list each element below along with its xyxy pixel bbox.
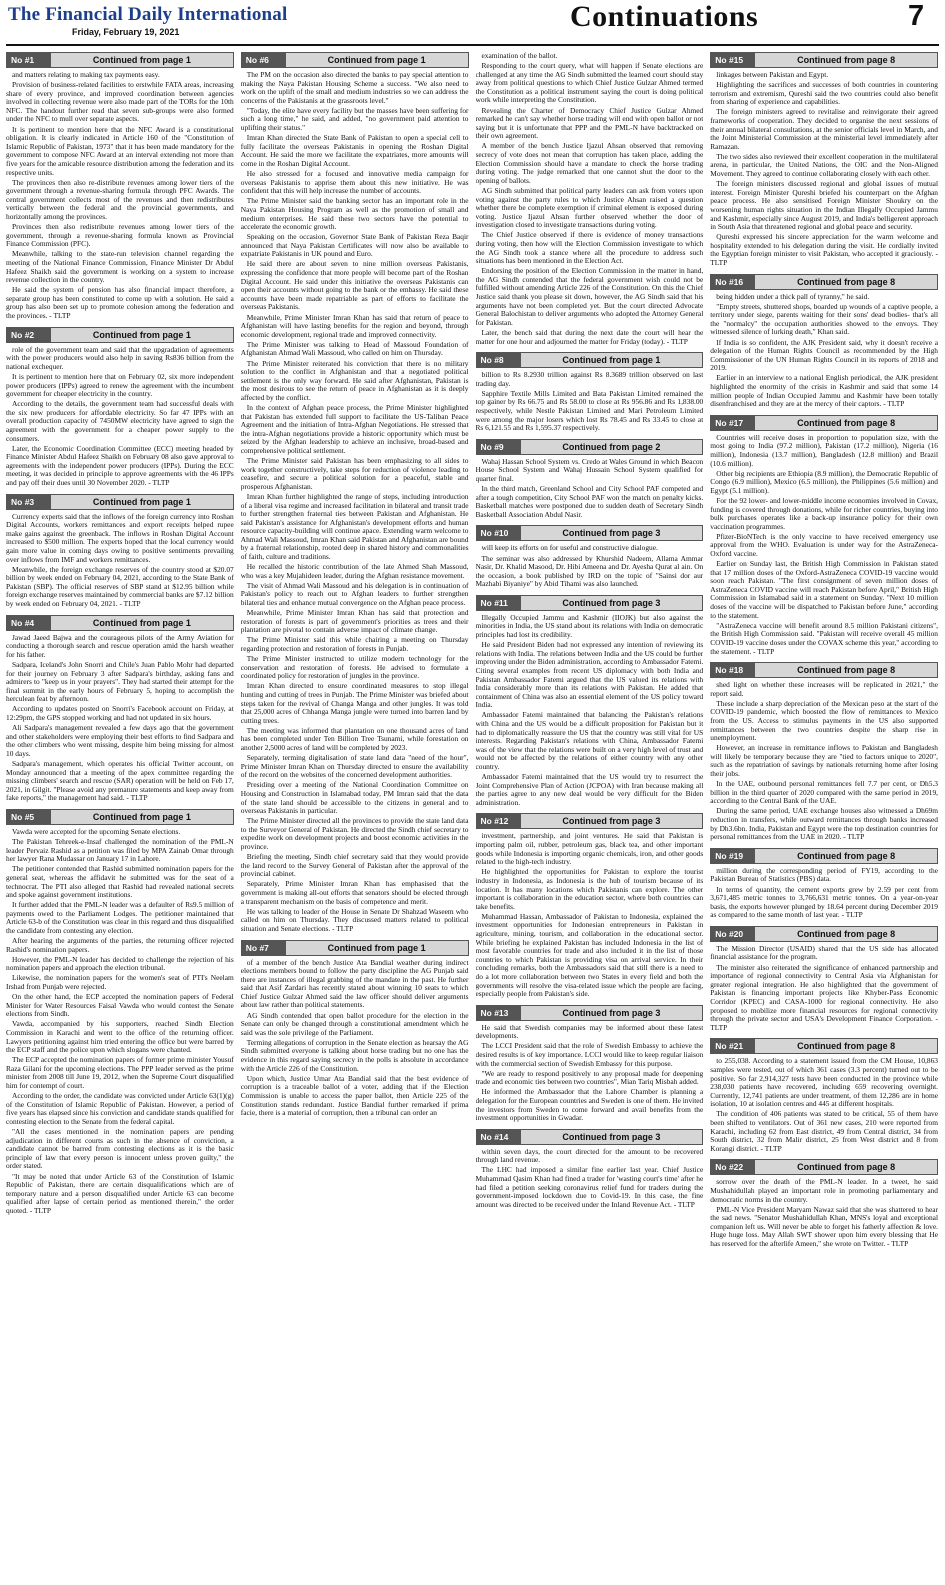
paragraph: AG Sindh submitted that political party leaders can ask from voters upon voting against the party rules to which Justice Ahsan raised a question whether there be complete exemption if criminal element is exposed during voting. Justice Ijazul Ahsan further observed whether the door of investigation closed to investigate transactions during voting.: [475, 185, 704, 230]
continuation-section: [476, 1005, 704, 1123]
continued-from-label: Continued from page 1: [92, 55, 191, 65]
paragraph: Presiding over a meeting of the National Coordination Committee on Housing and Construction in Islamabad today, PM Imran said that the data of the state land should be accessible to the citizens in general and to overseas Pakistanis in particular.: [240, 780, 469, 816]
continued-from-label: Continued from page 8: [797, 850, 896, 861]
paragraph: The LHC had imposed a similar fine earlier last year. Chief Justice Muhammad Qasim Khan had fined a trader for 'wasting court's time' after he had filed a petition seeking coronavirus relief fund for traders during the government-imposed lockdown due to Covid-19. In this case, the fine amount was directed to be received under the Inland Revenue Act. - TLTP: [475, 1165, 704, 1209]
paragraph: The LCCI President said that the role of Swedish Embassy to achieve the desired results is of key importance. LCCI would like to keep regular liaison with the commercial section of Swedish Embassy for this purpose.: [475, 1041, 704, 1068]
continuation-header: [476, 525, 704, 541]
story-number: No #17: [711, 416, 755, 430]
continued-from-label: Continued from page 1: [327, 55, 426, 65]
story-body: [476, 1024, 704, 1123]
story-body: [710, 1178, 938, 1248]
paragraph: "Today, the elite have every facility but the masses have been suffering for such a long time," he said, and added, "no government paid attention to uplifting their status.": [240, 105, 469, 133]
story-number: No #1: [7, 53, 51, 67]
paragraph: The ECP accepted the nomination papers of former prime minister Yousuf Raza Gilani for the upcoming elections. The PPP leader served as the prime minister from 2008 till June 19, 2012, when the Supreme Court disqualified him for contempt of court.: [6, 1055, 234, 1091]
paragraph: According to updates posted on Snorri's Facebook account on Friday, at 12:29pm, the GPS stopped working and had not updated in six hours.: [6, 704, 234, 722]
paragraph: Imran Khan further highlighted the range of steps, including introduction of a liberal visa regime and increased facilitation in bilateral and transit trade to further strengthen fraternal ties between Pakistan and Afghanistan. He said Pakistan's assistance for Afghanistan's development efforts and human resource capacity-building will continue apace. Extending warm welcome to Ahmad Wali Massoud, Imran Khan said Pakistan and Afghanistan are bound by a fraternal relationship, rooted deep in shared history and commonalities of faith, culture and traditions.: [240, 491, 469, 562]
story-number: No #13: [477, 1006, 521, 1020]
paragraph: A member of the bench Justice Ijazul Ahsan observed that removing secrecy of vote does not mean that corruption has taken place, adding the Election Commission should have a mandate to check the horse trading during voting. The judge remarked that one cannot shut the door to the opening of ballots.: [475, 141, 704, 185]
paper-date: Friday, February 19, 2021: [72, 27, 180, 37]
paragraph: Vawda were accepted for the upcoming Senate elections.: [12, 826, 181, 836]
paragraph: The seminar was also addressed by Khurshid Nadeem, Allama Ammar Nasir, Dr. Khalid Masood, Dr. Hibi Ameena and Dr. Ayesha Qurat al ain. On the occasion, a book published by IRD on the topic of "Sainsi dor aur Mazhabi Biyaniye" by Abid Tihami was also launched.: [475, 553, 704, 589]
paragraph: Qureshi expressed his sincere appreciation for the warm welcome and hospitality extended to his delegation during the visit. He cordially invited the Egyptian foreign minister to visit Pakistan, who accepted it graciously. - TLTP: [710, 232, 938, 267]
story-number: No #2: [7, 328, 51, 342]
paragraph: The Prime Minister instructed to utilize modern technology for the conservation and restoration of forests. He advised to formulate a coordinated policy for restoration of jungles in the province.: [240, 654, 469, 681]
paragraph: The Chief Justice observed if there is evidence of money transactions during voting, then how will the Election Commission investigate to which the AG Sindh took a stance where all the procedure to address such situations has been mentioned in the Election Act.: [475, 230, 704, 266]
continuation-header: [710, 1038, 938, 1054]
paragraph: and matters relating to making tax payments easy.: [12, 70, 160, 79]
story-body: [476, 544, 704, 588]
story-number: No #21: [711, 1039, 755, 1053]
paragraph: The Prime Minister directed all the provinces to provide the state land data to the Surveyor General of Pakistan. He directed the Sindh chief secretary to expedite work on development projects and boost economic activities in the province.: [240, 816, 469, 852]
paragraph: The petitioner contended that Rashid submitted nomination papers for the general seat, whereas the affidavit he submitted was for the seat of a technocrat. The PTI also alleged that Rashid had revealed national secrets and spoke against government institutions.: [6, 864, 234, 900]
story-number: No #8: [477, 353, 521, 367]
paragraph: Other big recipients are Ethiopia (8.9 million), the Democratic Republic of Congo (6.9 million), Mexico (6.5 million), the Philippines (5.6 million) and Egypt (5.1 million).: [710, 468, 938, 495]
continuation-section: [476, 1129, 704, 1210]
story-body: [710, 293, 938, 409]
paragraph: Sapphire Textile Mills Limited and Bata Pakistan Limited remained the top gainer by Rs 66.75 and Rs 58.00 to close at Rs 956.86 and Rs 1,838.00 respectively, while Nestle Pakistan Limited and Mari Petroleum Limited were among the major losers which lost Rs 78.45 and Rs 33.45 to close at Rs 6,121.55 and Rs 1,595.37 respectively.: [475, 388, 704, 433]
paragraph: He also stressed for a focused and innovative media campaign for overseas Pakistanis to apprise them about this new initiative. He was confident that this will help increase the number of accounts.: [240, 169, 469, 196]
paragraph: In the context of Afghan peace process, the Prime Minister highlighted that Pakistan has extended full support to facilitate the US-Taliban Peace Agreement and the initiation of Intra-Afghan Negotiations. He stressed that the intra-Afghan negotiations provide a historic opportunity which must be seized by the Afghan leadership to achieve an inclusive, broad-based and comprehensive political settlement.: [240, 402, 469, 455]
story-body: [710, 434, 938, 656]
continuation-header: [6, 327, 234, 343]
paragraph: The Prime Minister was talking to Head of Massoud Foundation of Afghanistan Ahmad Wali Massoud, who called on him on Thursday.: [240, 339, 469, 358]
continued-from-label: Continued from page 3: [562, 1007, 661, 1018]
masthead-rule: [6, 44, 939, 46]
paragraph: Later, the bench said that during the next date the court will hear the matter for one hour and adjourned the matter for Friday (today). - TLTP: [475, 327, 704, 346]
paragraph: It is pertinent to mention here that the NFC Award is a constitutional obligation. It is clearly indicated in Article 160 of the "Constitution of Islamic Republic of Pakistan, 1973" that it has been made mandatory for the government to compose NFC Award at an interval extending not more than five years for the amicable resource distribution among the federation and its respective units.: [6, 124, 234, 177]
continued-from-label: Continued from page 8: [797, 417, 896, 428]
continued-from-label: Continued from page 1: [562, 355, 661, 366]
continuation-header: [6, 809, 234, 825]
paragraph: The Prime Minister said Pakistan has been emphasizing to all sides to work together constructively, take steps for reduction of violence leading to ceasefire, and secure a political solution for a peaceful, stable and prosperous Afghanistan.: [240, 456, 469, 491]
continued-from-label: Continued from page 1: [92, 811, 191, 822]
continuation-header: [710, 415, 938, 431]
paragraph: Provinces then also redistribute revenues among lower tiers of the government, through a revenue-sharing formula known as Provincial Finance Commission (PFC).: [6, 222, 234, 249]
paragraph: to 255,038. According to a statement issued from the CM House, 10,863 samples were tested, out of which 361 cases (3.3 percent) turned out to be positive. So far 2,914,327 tests have been conducted in the province while 238,030 patients have recovered, including 659 recovering overnight. Currently, 12,741 patients are under treatment, of them 12,286 are in home isolation, 10 at isolation centres and 445 at different hospitals.: [710, 1056, 938, 1109]
continuation-header: [241, 52, 469, 68]
continued-from-label: Continued from page 3: [562, 528, 661, 539]
paragraph: Likewise, the nomination papers for the women's seat of PTI's Neelam Irshad from Punjab were rejected.: [6, 973, 234, 992]
continuation-header: [476, 595, 704, 611]
paragraph: Ambassador Fatemi maintained that the US would try to resurrect the Joint Comprehensive Plan of Action (JCPOA) with Iran because making all the parties agree to any new deal would be very difficult for the Biden administration.: [475, 772, 704, 807]
continued-from-label: Continued from page 8: [797, 276, 896, 287]
story-body: [241, 71, 469, 934]
paragraph: Illegally Occupied Jammu and Kashmir (IIOJK) but also against the minorities in India, the US stand about its relations with India on democratic principles had lost its credibility.: [475, 612, 704, 640]
continuation-header: [6, 494, 234, 510]
paragraph: However, an increase in remittance inflows to Pakistan and Bangladesh will likely be temporary because they are "tied to factors unique to 2020", such as the repatriation of savings by nationals returning home after losing their jobs.: [710, 743, 938, 779]
paragraph: Revealing the Charter of Democracy Chief Justice Gulzar Ahmed remarked he can't say whether horse trading will end with open ballot or not saying but it is unfortunate that PPP and the PML-N have backtracked on their own agreement.: [475, 105, 704, 141]
continued-from-label: Continued from page 1: [92, 329, 191, 340]
story-body: [476, 832, 704, 998]
paragraph: Wahaj Hassan School System vs. Credo at Wales Ground in which Beacon House School System and Wahaj Hussain School System qualified for quarter final.: [475, 456, 704, 483]
story-number: No #9: [477, 440, 521, 454]
story-body: [476, 52, 704, 346]
continued-from-label: Continued from page 3: [562, 1131, 661, 1142]
paragraph: "It may be noted that under Article 63 of the Constitution of Islamic Republic of Pakistan, there are certain disqualifications which are of temporary nature and a person disqualified under Article 63 can become qualified after lapse of certain period as mentioned therein," the order quoted. - TLTP: [6, 1171, 234, 1215]
paragraph: billion to Rs 8.2930 trillion against Rs 8.3689 trillion observed on last trading day.: [475, 370, 704, 388]
story-number: No #3: [7, 495, 51, 509]
paragraph: Jawad Jaeed Bajwa and the courageous pilots of the Army Aviation for conducting a thorough search and rescue operation amid the harsh weather for his father.: [6, 632, 234, 659]
story-body: [241, 959, 469, 1118]
paragraph: He informed the Ambassador that the Lahore Chamber is planning a delegation for the European countries and Sweden is one of them. He invited the investors from Sweden to come forward and avail benefits from the investment opportunities in Gwadar.: [475, 1087, 704, 1123]
paragraph: Ambassador Fatemi maintained that balancing the Pakistan's relations with China and the US would be a difficult proposition for Pakistan but it had to diplomatically reassure the US that the country was still vital for US interests. Regarding Pakistan's relations with China, Ambassador Fatemi was of the view that the relations were built on a very high level of trust and would not be affected by the relations of either country with any other country.: [475, 710, 704, 771]
paragraph: On the other hand, the ECP accepted the nomination papers of Federal Minister for Water Resources Faisal Vawda who would contest the Senate elections from Sindh.: [6, 992, 234, 1019]
story-body: [6, 71, 234, 321]
paragraph: The PM on the occasion also directed the banks to pay special attention to making the Naya Pakistan Housing Scheme a success. "We also need to work on the uplift of the small and medium industries so we can address the concerns of the Pakistanis at the grassroots level.": [240, 70, 469, 105]
story-body: [476, 614, 704, 808]
story-number: No #7: [242, 941, 286, 955]
paragraph: Pfizer-BioNTech is the only vaccine to have received emergency use approval from the WHO. Evaluation is under way for the AstraZeneca-Oxford vaccine.: [710, 531, 938, 558]
paragraph: Speaking on the occasion, Governor State Bank of Pakistan Reza Baqir announced that Naya Pakistan Certificates will now also be available to expatriate Pakistanis in UK pound and Euro.: [240, 232, 469, 259]
continuation-section: [6, 494, 234, 609]
continuation-header: [476, 352, 704, 368]
paragraph: Meanwhile, Prime Minister Imran Khan has said that protection and restoration of forests is part of government's priorities as trees and their plantation are pivotal to contain adverse impact of climate change.: [240, 608, 469, 635]
paragraph: Responding to the court query, what will happen if Senate elections are challenged at any time the AG Sindh submitted the learned court should stay away from political questions to which Chief Justice Gulzar Ahmed termed the Constitution as a political instrument saying the court is doing political work while interpreting the Constitution.: [475, 61, 704, 105]
continued-from-label: Continued from page 8: [797, 928, 896, 939]
column-2: [241, 52, 469, 1580]
continued-from-label: Continued from page 8: [797, 1041, 896, 1052]
paragraph: Currency experts said that the inflows of the foreign currency into Roshan Digital Accounts, workers remittances and export receipts helped rupee make gains against the greenback. The inflows in Roshan Digital Account increased to $500 million. The experts hoped that the local currency would gain more value in coming days owing to positive sentiments prevailing over inflows from IMF and workers remittances.: [6, 511, 234, 564]
paragraph: He said the system of pension has also financial impact therefore, a separate group has been constituted to come up with a solution. He said a group has also been set up to promote cohesion among the federation and the provinces. - TLTP: [6, 285, 234, 321]
paragraph: For the 92 lower- and lower-middle income economies involved in Covax, funding is covered through donations, while for richer countries, buying into bulk purchases operates like a back-up insurance policy for their own vaccination programmes.: [710, 495, 938, 531]
continuation-header: [6, 52, 234, 68]
continued-from-label: Continued from page 8: [797, 1162, 896, 1173]
story-body: [476, 458, 704, 520]
paragraph: The condition of 406 patients was stated to be critical, 55 of them have been shifted to ventilators. Out of 361 new cases, 210 were reported from Karachi, including 62 from East district, 49 from Central district, 34 from South district, 32 from Malir district, 25 from West district and 8 from Korangi district. - TLTP: [710, 1109, 938, 1153]
continued-from-label: Continued from page 3: [562, 816, 661, 827]
paragraph: According to the details, the government team had successful deals with the six new producers for affordable electricity. So far 47 IPPs with an overall production capacity of 7450MW electricity have agreed to sign the agreement with the government for a cheaper power supply to the consumers.: [6, 399, 234, 443]
paragraph: Sadpara's management, which operates his official Twitter account, on Monday announced that a meeting of the apex committee regarding the missing climbers' search and rescue (SAR) operation will be held on Feb 17, 2021, in Gilgit. "Please avoid any premature statements and keep away from fake reports," the management had said. - TLTP: [6, 758, 234, 803]
paragraph: Terming allegations of corruption in the Senate election as hearsay the AG Sindh submitted everyone is talking about horse trading but no one has the evidence in this regard saying secrecy in the polls is absolute in accordance with the Article 226 of the Constitution.: [240, 1037, 469, 1073]
paragraph: PML-N Vice President Maryam Nawaz said that she was shattered to hear the sad news. "Senator Mushahidullah Khan, MNS's loyal and exceptional companion left us. Will never be able to forget his fatherly affection & love. Huge huge loss. May Allah SWT shower upon him every blessing that He has reserved for the afterlife Ameen," she wrote on Twitter. - TLTP: [710, 1204, 938, 1248]
paragraph: The minister also reiterated the significance of enhanced partnership and importance of regional connectivity to Central Asia via Afghanistan for greater regional integration. He also highlighted that the government of Pakistan is financing important projects like Khyber-Pass Economic Corridor (KPEC) and CASA-1000 for regional connectivity. He also proposed to mobilize more financial resources for regional connectivity through the private sector and USA's Development Finance Corporation. - TLTP: [710, 962, 938, 1032]
continuation-header: [241, 940, 469, 956]
continued-from-label: Continued from page 8: [797, 665, 896, 676]
paragraph: AG Sindh contended that open ballot procedure for the election in the Senate can only be changed through a constitutional amendment which he said was the sole privilege of the Parliament.: [240, 1010, 469, 1037]
story-number: No #12: [477, 814, 521, 828]
story-number: No #15: [711, 53, 755, 67]
story-number: No #20: [711, 927, 755, 941]
paragraph: In the UAE, outbound personal remittances fell 7.7 per cent, or Dh5.3 billion in the third quarter of 2020 compared with the same period in 2019, according to the Central Bank of the UAE.: [710, 779, 938, 806]
paragraph: of a member of the bench Justice Ata Bandial weather during indirect elections members bound to follow the party discipline the AG Punjab said there are instances of illegal grabbing of the mandate in the past. He further said that Asif Zardari has recently stated about winning 10 seats to which Chief Justice Gulzar Ahmed said the law officer should deliver arguments about law rather than political statements.: [240, 957, 469, 1010]
story-number: No #6: [242, 53, 286, 67]
story-body: [710, 1057, 938, 1153]
paragraph: He was talking to leader of the House in Senate Dr Shahzad Waseem who called on him on Thursday. They discussed matters related to political situation and Senate elections. - TLTP: [240, 906, 469, 933]
paragraph: Meanwhile, talking to the state-run television channel regarding the meeting of the National Finance Commission, Finance Minister Dr Abdul Hafeez Shaikh said the government is working on a system to increase revenue collection in the country.: [6, 249, 234, 285]
paragraph: The Mission Director (USAID) shared that the US side has allocated financial assistance for the program.: [710, 943, 938, 962]
paragraph: Meanwhile, the foreign exchange reserves of the country stood at $20.07 billion by week ended on February 04, 2021, according to the State Bank of Pakistan (SBP). The official reserves of SBP stand at $12.95 billion while foreign exchange reserves maintained by commercial banks are $7.12 billion by week ended on February 04, 2021. - TLTP: [6, 564, 234, 609]
paragraph: The foreign ministers agreed to revitalise and reinvigorate their agreed frameworks of cooperation. They decided to organise the next sessions of their annual bilateral consultations, at the senior officials level in March, and the Joint Ministerial Commission at the ministerial level immediately after Ramazan.: [710, 107, 938, 151]
story-body: [6, 828, 234, 1216]
continued-from-label: Continued from page 3: [562, 597, 661, 608]
paragraph: Earlier on Sunday last, the British High Commission in Pakistan stated that 17 million doses of the Oxford-AstraZeneca COVID-19 vaccine would soon reach Pakistan. "The first consignment of seven million doses of AstraZeneca COVID vaccine will reach Pakistan before April," British High Commission in Islamabad said in a statement on Sunday. "Next 10 million doses of the vaccine will be dispatched to Pakistan before June," according to the statement.: [710, 559, 938, 620]
continuation-header: [476, 1129, 704, 1145]
continuation-section: [710, 662, 938, 842]
story-number: No #18: [711, 663, 755, 677]
continuation-section: [241, 940, 469, 1118]
paragraph: The foreign ministers discussed regional and global issues of mutual interest. Foreign Minister Qureshi briefed his counterpart on the Afghan peace process. He also sensitised Foreign Minister Shoukry on the worsening human rights situation in the Indian Illegally Occupied Jammu and Kashmir, especially since August 2019, and India's belligerent approach in South Asia that threatened regional and global peace and security.: [710, 179, 938, 232]
paragraph: In the third match, Greenland School and City School PAF competed and after a tough competition, City School PAF won the match on penalty kicks. Basketball matches were postponed due to sudden death of Secretary Sindh Basketball Association Abdul Nasir.: [475, 484, 704, 519]
continuation-header: [710, 52, 938, 68]
continuation-header: [710, 274, 938, 290]
paragraph: examination of the ballot.: [481, 52, 558, 60]
continuation-section: [6, 615, 234, 803]
continuation-section: [710, 848, 938, 920]
paragraph: Separately, terming digitalisation of state land data "need of the hour", Prime Minister Imran Khan on Thursday directed to ensure the availability of the record on the websites of the concerned development authorities.: [240, 753, 469, 780]
paragraph: The Prime Minister said this while chairing a meeting on Thursday regarding protection and restoration of forests in Punjab.: [240, 635, 469, 653]
paragraph: Countries will receive doses in proportion to population size, with the most going to India (97.2 million), Pakistan (17.2 million), Nigeria (16 million), Indonesia (13.7 million), Bangladesh (12.8 million) and Brazil (10.6 million).: [710, 432, 938, 468]
continuation-section: [6, 52, 234, 321]
paragraph: He recalled the historic contribution of the late Ahmed Shah Massoud, who was a key Mujahideen leader, during the Afghan resistance movement.: [240, 562, 469, 580]
story-body: [710, 71, 938, 268]
paragraph: sorrow over the death of the PML-N leader. In a tweet, he said Mushahidullah played an important role in promoting parliamentary and democratic norms in the country.: [710, 1177, 938, 1204]
story-body: [6, 513, 234, 609]
page-number: 7: [908, 0, 925, 32]
paragraph: During the same period, UAE exchange houses also witnessed a Dh69m reduction in transfers, while outward remittances through banks increased by Dh3.6bn. India, Pakistan and Egypt were the top destination countries for personal remittances from the UAE in 2020. - TLTP: [710, 806, 938, 842]
continuation-section: [476, 813, 704, 998]
columns: [6, 52, 939, 1580]
continuation-section: [6, 327, 234, 488]
continuation-section: [476, 52, 704, 346]
continued-from-label: Continued from page 1: [92, 617, 191, 628]
story-number: No #22: [711, 1160, 755, 1174]
paragraph: within seven days, the court directed for the amount to be recovered through land revenue.: [475, 1146, 704, 1165]
continuation-section: [710, 274, 938, 409]
continued-from-label: Continued from page 1: [92, 496, 191, 507]
paragraph: It further added that the PML-N leader was a defaulter of Rs9.5 million of payments owed to the Parliament Lodges. The petitioner maintained that Article 63-b of the Constitution was clear in this regard and thus disqualified the candidate from contesting any election.: [6, 900, 234, 935]
continuation-section: [476, 352, 704, 433]
paragraph: Endorsing the position of the Election Commission in the matter in hand, the AG Sindh contended that the federal government wish could not be fulfilled without amending Article 226 of the Constitution. On this the Chief Justice said thank you please sit down, however, the AG Sindh said that his arguments have not been completed yet. But the court directed Advocate General Balochistan to deliver arguments who adopted the Attorney General for Pakistan.: [475, 266, 704, 327]
story-number: No #19: [711, 849, 755, 863]
continuation-header: [710, 848, 938, 864]
paragraph: shed light on whether these increases will be replicated in 2021," the report said.: [710, 680, 938, 698]
story-number: No #4: [7, 616, 51, 630]
continuation-section: [476, 439, 704, 520]
continuation-header: [710, 926, 938, 942]
continuation-section: [6, 809, 234, 1216]
continuation-header: [476, 1005, 704, 1021]
continuation-header: [476, 813, 704, 829]
continuation-section: [710, 1038, 938, 1153]
paragraph: Provision of business-related facilities to erstwhile FATA areas, increasing share of every province, and improved coordination between agencies involved in collecting revenue were also made part of the TORs for the 10th NFC. The handout further read that seven sub-groups were also formed under the NFC to mull over separate aspects.: [6, 80, 234, 124]
paragraph: These include a sharp depreciation of the Mexican peso at the start of the COVID-19 pandemic, which boosted the flow of remittances to Mexico from the US. Access to stimulus payments in the US also supported remittances between the two countries despite the sharp rise in unemployment.: [710, 698, 938, 743]
paragraph: linkages between Pakistan and Egypt.: [716, 70, 829, 79]
continuation-header: [6, 615, 234, 631]
paragraph: If India is so confident, the AJK President said, why it doesn't receive a delegation of the Human Rights Council as recommended by the High Commissioner of the UN Human Rights Council in its reports of 2018 and 2019.: [710, 337, 938, 373]
paragraph: Ali Sadpara's management revealed a few days ago that the government and other stakeholders were employing their best efforts to find Sadpara and the other climbers who went missing, despite him being missing for almost 10 days.: [6, 723, 234, 758]
paragraph: He said President Biden had not expressed any intention of reviewing its relations with India. The relations between India and the US could be further improving under the Biden administration, according to Ambassador Fatemi. Citing several examples from recent US diplomacy with both India and Pakistan Ambassador Fatemi argued that the US valued its relations with India considerably more than its relations with Pakistan. He added that containment of China was also an essential element of the US policy toward India.: [475, 640, 704, 710]
paragraph: will keep its efforts on for useful and constructive dialogue.: [481, 543, 658, 553]
paper-name: The Financial Daily International: [8, 4, 288, 25]
column-3: [476, 52, 704, 1580]
paragraph: million during the corresponding period of FY19, according to the Pakistan Bureau of Statistics (PBS) data.: [710, 865, 938, 884]
paragraph: According to the order, the candidate was convicted under Article 63(1)(g) of the Constitution of Islamic Republic of Pakistan. However, a period of five years has elapsed since his conviction and candidate stands qualified for contesting election to the Senate from the federal capital.: [6, 1091, 234, 1126]
masthead-left: [8, 4, 287, 37]
paragraph: "AstraZeneca vaccine will benefit around 8.5 million Pakistani citizens", the British High Commission said. "Pakistan will receive overall 45 million COVID-19 vaccine doses under the COVAX scheme this year," according to the statement. - TLTP: [710, 620, 938, 656]
story-body: [6, 346, 234, 488]
paragraph: The visit of Ahmad Wali Massoud and his delegation is in continuation of Pakistan's policy to reach out to Afghan leaders to further strengthen bilateral ties and enhance mutual convergence on the Afghan peace process.: [240, 580, 469, 608]
paragraph: Sadpara, Iceland's John Snorri and Chile's Juan Pablo Mohr had departed for their journey on February 3 after Sadpara's birthday, asking fans and admirers to "keep us in your prayers". They had started their attempt for the final summit in the early hours of February 5, hoping to accomplish the herculean feat by afternoon.: [6, 659, 234, 704]
paragraph: The Prime Minister said the banking sector has an important role in the Naya Pakistan Housing Program as well as the promotion of small and medium enterprises. He said these two sectors have the potential to accelerate the economic growth.: [240, 196, 469, 232]
continuation-section: [710, 1159, 938, 1248]
masthead: [0, 0, 945, 44]
paragraph: He said there are about seven to nine million overseas Pakistanis, expressing the confidence that more people will become part of the Roshan Digital Account. He said under this initiative the overseas Pakistanis can open their accounts without going to the bank or the embassy. He said these accounts have been made repatriable as part of efforts to facilitate the overseas Pakistanis.: [240, 259, 469, 312]
story-number: No #16: [711, 275, 755, 289]
continuation-header: [710, 1159, 938, 1175]
paragraph: Later, the Economic Coordination Committee (ECC) meeting headed by Finance Minister Abdul Hafeez Shaikh on February 08 also gave approval to agreements with the independent power producers (IPPs). During the ECC meeting, it was decided in principle to approve agreements with the 46 IPPs and pay off their dues until 30 November 2020. - TLTP: [6, 443, 234, 488]
paragraph: Upon which, Justice Umar Ata Bandial said that the best evidence of corruption is a traceable ballot of a voter, adding that if the Election Commission is unable to access the paper ballot, then Article 225 of the Constitution stands redundant. Justice Bandial further remarked if prima facie, there is a material of corruption, then a tribunal can order an: [240, 1073, 469, 1118]
column-4: [710, 52, 938, 1580]
paragraph: role of the government team and said that the upgradation of agreements with the power producers would also help in saving Rs836 billion from the national exchequer.: [6, 344, 234, 371]
continuation-section: [476, 525, 704, 588]
paragraph: investment, partnership, and joint ventures. He said that Pakistan is importing palm oil, rubber, petroleum gas, black tea, and other important goods while Indonesia is importing organic chemicals, iron, and other goods related to the high-tech industry.: [475, 831, 704, 867]
continued-from-label: Continued from page 8: [797, 55, 896, 65]
continuation-section: [476, 595, 704, 808]
continuation-section: [241, 52, 469, 934]
continuation-header: [476, 439, 704, 455]
story-body: [710, 681, 938, 842]
paragraph: The Prime Minister reiterated his conviction that there is no military solution to the conflict in Afghanistan and that a negotiated political settlement is the only way forward. He said after Afghanistan, Pakistan is the most desirous to see the return of peace in Afghanistan as it is deeply affected by the conflict.: [240, 358, 469, 402]
paragraph: In terms of quantity, the cement exports grew by 2.59 per cent from 3,671,485 metric tonnes to 3,766,631 metric tonnes. On a year-on-year basis, the exports however plunged by 18.64 percent during December 2019 as compared to the same month of last year. - TLTP: [710, 884, 938, 920]
paragraph: being hidden under a thick pall of tyranny," he said.: [716, 291, 870, 301]
paragraph: Imran Khan directed to ensure coordinated measures to stop illegal hunting and cutting of trees in Punjab. The Prime Minister was briefed about steps taken for the revival of Changa Manga and other jungles. It was told that 25,000 acres of Chhanga Manga jungle were turned into barren land by cutting trees.: [240, 681, 469, 725]
continuation-section: [710, 415, 938, 656]
paragraph: "We are ready to respond positively to any proposal made for deepening trade and economic ties between two countries", Mian Tariq Misbah added.: [475, 1068, 704, 1087]
paragraph: Earlier in an interview to a national English periodical, the AJK president highlighted the enormity of the crisis in Kashmir and said that some 14 million people of Indian Occupied Jammu and Kashmir have been totally disenfranchised and they are at the mercy of their captors. - TLTP: [710, 373, 938, 409]
paragraph: However, the PML-N leader has decided to challenge the rejection of his nomination papers and approach the election tribunal.: [6, 954, 234, 973]
paragraph: He said that Swedish companies may be informed about these latest developments.: [475, 1022, 704, 1041]
paragraph: "Empty streets, shuttered shops, boarded up wounds of a captive people, a territory under siege, parents waiting for their sons' dead bodies- that's all the "normalcy" the occupation authorities showed to the envoys. They witnessed silence of lurking death," Khan said.: [710, 301, 938, 337]
continuation-section: [710, 926, 938, 1032]
paragraph: Meanwhile, Prime Minister Imran Khan has said that return of peace to Afghanistan will have lasting benefits for the region and beyond, through economic development, regional trade and improved connectivity.: [240, 312, 469, 339]
story-body: [6, 634, 234, 803]
story-body: [710, 945, 938, 1032]
paragraph: He highlighted the opportunities for Pakistan to explore the tourist industry in Indonesia, as Indonesia is the hub of tourism because of its location. It has many locations which Pakistanis can explore. The other important is collaboration in the education sector, where both countries can take benefits.: [475, 867, 704, 911]
story-number: No #10: [477, 526, 521, 540]
paragraph: Briefing the meeting, Sindh chief secretary said that they would provide the land record to the Survey General of Pakistan after the approval of the provincial cabinet.: [240, 852, 469, 879]
paragraph: Imran Khan directed the State Bank of Pakistan to open a special cell to fully facilitate the overseas Pakistanis in opening the Roshan Digital Account. He said the more we facilitate the expatriates, more amounts will come in the Roshan Digital Account.: [240, 133, 469, 168]
paragraph: After hearing the arguments of the parties, the returning officer rejected Rashid's nomination papers.: [6, 936, 234, 954]
section-title: Continuations: [570, 0, 759, 33]
story-body: [476, 1148, 704, 1210]
paragraph: Muhammad Hassan, Ambassador of Pakistan to Indonesia, explained the investment opportunities for Indonesian entrepreneurs in Pakistan in agriculture, mining, tourism, and collaboration in the educational sector. While briefing he explained Pakistan has included Indonesia in the list of most favorable countries for trade and also included it in the list of those countries to which Pakistan is providing visa on arrival service. In their concluding remarks, both the Ambassadors said that still there is a need to do a lot more collaboration between two States in every field and both the governments will resolve the visa-related issue which the people are facing, especially people from Pakistan's side.: [475, 911, 704, 999]
story-number: No #14: [477, 1130, 521, 1144]
paragraph: The two sides also reviewed their excellent cooperation in the multilateral arena, in particular, the United Nations, the OIC and the Non-Aligned Movement. They agreed to continue collaborating closely with each other.: [710, 151, 938, 179]
continuation-section: [710, 52, 938, 268]
column-1: [6, 52, 234, 1580]
story-number: No #5: [7, 810, 51, 824]
continued-from-label: Continued from page 1: [327, 942, 426, 953]
paragraph: The Pakistan Tehreek-e-Insaf challenged the nomination of the PML-N leader Pervaiz Rashid as a petition was filed by MPA Zainab Omar through her lawyer Rana Mudassar on January 17 in Lahore.: [6, 837, 234, 864]
paragraph: "All the cases mentioned in the nomination papers are pending adjudication in different courts as such in the absence of conviction, a candidate cannot be barred from contesting elections as it is the basic principle of law that every person is innocent unless proven guilty," the order stated.: [6, 1127, 234, 1171]
paragraph: Highlighting the sacrifices and successes of both countries in countering terrorism and extremism, Qureshi said the two countries could also benefit from sharing of experience and capabilities.: [710, 80, 938, 107]
story-number: No #11: [477, 596, 521, 610]
paragraph: Vawda, accompanied by his supporters, reached Sindh Election Commission in Karachi and went to the office of the returning officer. Lawyers petitioning against him tried entering the office but were barred by the ECP staff and the police upon which slogans were chanted.: [6, 1019, 234, 1055]
paragraph: It is pertinent to mention here that on February 02, six more independent power producers (IPPs) agreed to renew the agreement with the incumbent government for cheaper electricity in the country.: [6, 371, 234, 399]
paragraph: The provinces then also re-distribute revenues among lower tiers of the government through a revenue-sharing formula through PFC Awards. The central government collects most of the revenues and then redistributes vertically between the federal and the provincial governments, and horizontally among the provinces.: [6, 177, 234, 221]
paragraph: Separately, Prime Minister Imran Khan has emphasised that the government is making all-out efforts that senators should be elected through a transparent mechanism on the basis of competence and merit.: [240, 879, 469, 906]
story-body: [476, 371, 704, 433]
paragraph: The meeting was informed that plantation on one thousand acres of land has been completed under Ten Billion Tree Tsunami, while forestation on another 2,5000 acres of land will be completed by 2023.: [240, 725, 469, 753]
story-body: [710, 867, 938, 920]
continuation-header: [710, 662, 938, 678]
continued-from-label: Continued from page 2: [562, 441, 661, 452]
